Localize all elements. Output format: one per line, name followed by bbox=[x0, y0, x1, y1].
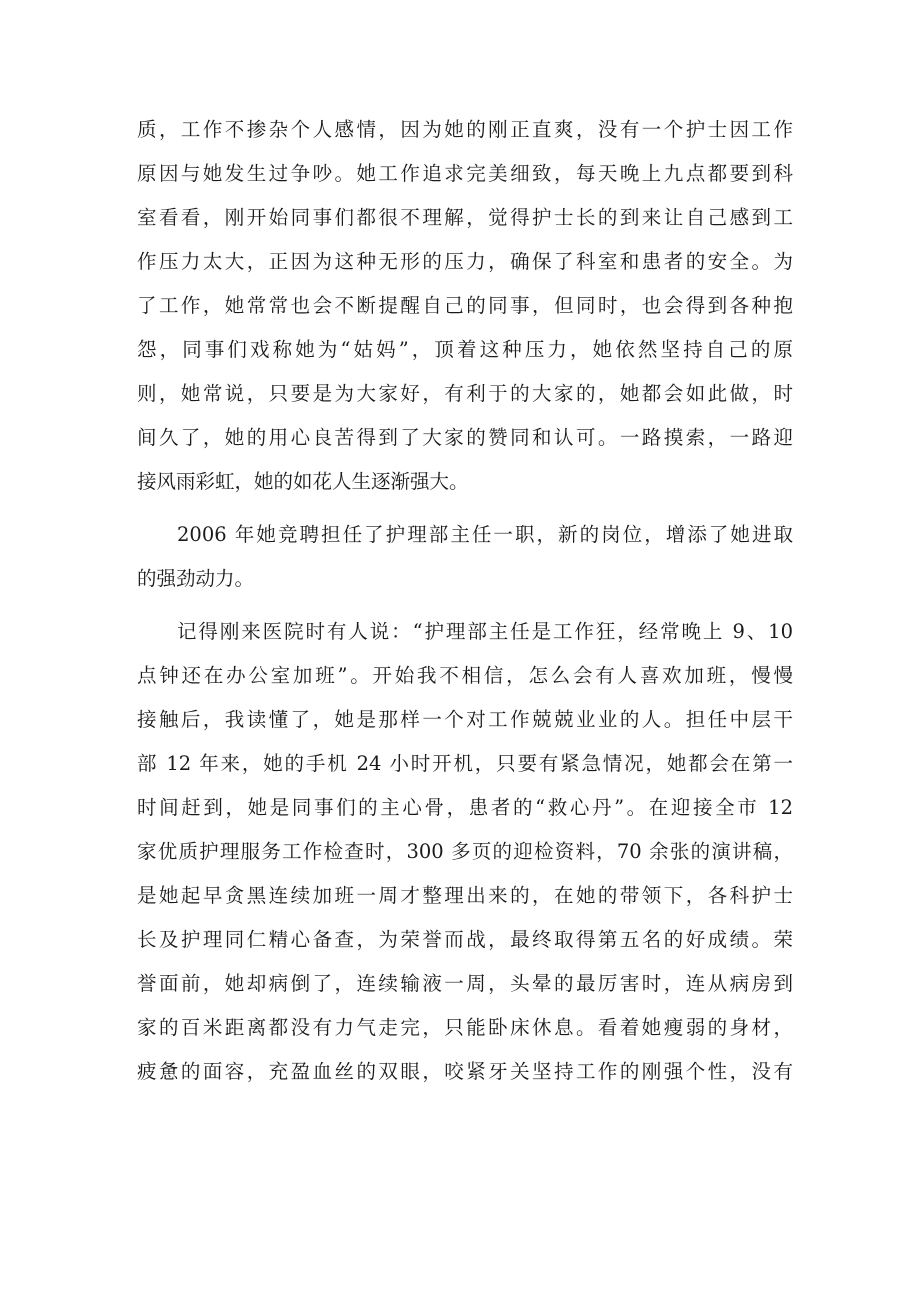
text-line: 接风雨彩虹，她的如花人生逐渐强大。 bbox=[137, 470, 469, 493]
text-line: 则，她常说，只要是为大家好，有利于的大家的，她都会如此做，时 bbox=[137, 382, 793, 405]
text-line: 的强劲动力。 bbox=[137, 567, 255, 590]
text-line: 室看看，刚开始同事们都很不理解，觉得护士长的到来让自己感到工 bbox=[137, 206, 793, 229]
text-line: 部 12 年来，她的手机 24 小时开机，只要有紧急情况，她都会在第一 bbox=[137, 752, 793, 775]
text-line: 是她起早贪黑连续加班一周才整理出来的，在她的带领下，各科护士 bbox=[137, 884, 793, 907]
text-line: 间久了，她的用心良苦得到了大家的赞同和认可。一路摸索，一路迎 bbox=[137, 426, 793, 449]
text-line: 怨，同事们戏称她为“姑妈”，顶着这种压力，她依然坚持自己的原 bbox=[137, 338, 793, 361]
text-line: 时间赶到，她是同事们的主心骨，患者的“救心丹”。在迎接全市 12 bbox=[137, 796, 793, 819]
paragraph-2 bbox=[137, 513, 793, 601]
text-line: 长及护理同仁精心备查，为荣誉而战，最终取得第五名的好成绩。荣 bbox=[137, 928, 793, 951]
text-line: 原因与她发生过争吵。她工作追求完美细致，每天晚上九点都要到科 bbox=[137, 162, 793, 185]
paragraph-3 bbox=[137, 610, 793, 1094]
text-line: 点钟还在办公室加班”。开始我不相信，怎么会有人喜欢加班，慢慢 bbox=[137, 664, 793, 687]
text-line: 记得刚来医院时有人说：“护理部主任是工作狂，经常晚上 9、10 bbox=[177, 620, 793, 643]
body-text bbox=[137, 108, 793, 1094]
text-line: 接触后，我读懂了，她是那样一个对工作兢兢业业的人。担任中层干 bbox=[137, 708, 793, 731]
text-line: 家优质护理服务工作检查时，300 多页的迎检资料，70 余张的演讲稿， bbox=[137, 840, 793, 863]
text-line: 疲惫的面容，充盈血丝的双眼，咬紧牙关坚持工作的刚强个性，没有 bbox=[137, 1060, 793, 1083]
text-line: 质，工作不掺杂个人感情，因为她的刚正直爽，没有一个护士因工作 bbox=[137, 118, 793, 141]
paragraph-gap bbox=[137, 601, 793, 610]
paragraph-gap bbox=[137, 504, 793, 513]
text-line: 誉面前，她却病倒了，连续输液一周，头晕的最厉害时，连从病房到 bbox=[137, 972, 793, 995]
text-line: 家的百米距离都没有力气走完，只能卧床休息。看着她瘦弱的身材， bbox=[137, 1016, 793, 1039]
text-line: 2006 年她竞聘担任了护理部主任一职，新的岗位，增添了她进取 bbox=[177, 523, 793, 546]
paragraph-1 bbox=[137, 108, 793, 504]
text-line: 了工作，她常常也会不断提醒自己的同事，但同时，也会得到各种抱 bbox=[137, 294, 793, 317]
text-line: 作压力太大，正因为这种无形的压力，确保了科室和患者的安全。为 bbox=[137, 250, 793, 273]
